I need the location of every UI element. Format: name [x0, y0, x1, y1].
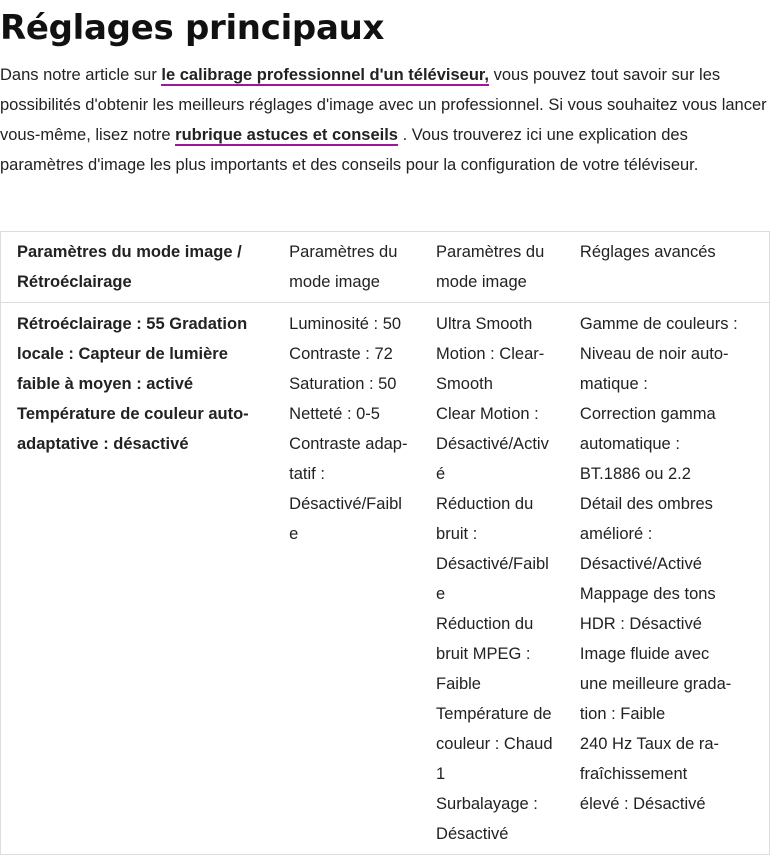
table-cell: [564, 303, 770, 855]
cell-line: Mappage des tons: [579, 585, 716, 603]
settings-table: [0, 231, 770, 855]
cell-line: Paramètres du: [436, 243, 545, 261]
cell-line: tion : Faible: [579, 705, 666, 723]
table-row: [1, 303, 770, 855]
cell-line: faible à moyen : activé: [17, 375, 194, 393]
cell-line: bruit MPEG :: [436, 645, 531, 663]
cell-line: Réduction du: [436, 615, 534, 633]
intro-text: vous pouvez tout savoir sur les possibilités d'obtenir les meilleurs réglages d'image avec un professionnel. Si vous souhaitez vous lancer vous-même, lisez notre: [0, 66, 767, 144]
cell-line: élevé : Désactivé: [579, 795, 706, 813]
cell-line: Netteté : 0-5: [289, 405, 380, 423]
cell-line: Réglages avancés: [579, 243, 716, 261]
cell-line: fraîchissement: [579, 765, 688, 783]
cell-line: Rétroéclairage : 55 Gradation: [17, 315, 248, 333]
cell-line: Paramètres du: [289, 243, 398, 261]
cell-line: Contraste adap-: [289, 435, 408, 453]
cell-line: Contraste : 72: [289, 345, 393, 363]
cell-line: Température de: [436, 705, 552, 723]
cell-line: Motion : Clear-: [436, 345, 545, 363]
cell-line: HDR : Désactivé: [579, 615, 702, 633]
cell-line: Désactivé/Faibl: [436, 555, 549, 573]
cell-line: 240 Hz Taux de ra-: [579, 735, 720, 753]
cell-line: Rétroéclairage: [17, 273, 132, 291]
cell-line: Gamme de couleurs :: [579, 315, 738, 333]
header-cell: [1, 232, 274, 303]
cell-line: Correction gamma: [579, 405, 716, 423]
cell-line: mode image: [289, 273, 380, 291]
cell-line: automatique :: [579, 435, 680, 453]
cell-line: Désactivé/Activé: [579, 555, 702, 573]
header-cell: [564, 232, 770, 303]
cell-line: Niveau de noir auto-: [579, 345, 729, 363]
table-header-row: [1, 232, 770, 303]
cell-line: matique :: [579, 375, 648, 393]
cell-line: e: [436, 585, 446, 603]
cell-line: Luminosité : 50: [289, 315, 402, 333]
intro-paragraph: [0, 60, 770, 180]
intro-text: Dans notre article sur: [0, 66, 162, 84]
cell-line: Désactivé: [436, 825, 509, 843]
table-cell: [273, 303, 420, 855]
cell-line: Paramètres du mode image /: [17, 243, 242, 261]
cell-line: Smooth: [436, 375, 493, 393]
cell-line: e: [289, 525, 299, 543]
cell-line: Surbalayage :: [436, 795, 538, 813]
cell-line: bruit :: [436, 525, 478, 543]
cell-line: Réduction du: [436, 495, 534, 513]
cell-line: couleur : Chaud: [436, 735, 553, 753]
page-title: Réglages principaux: [0, 8, 385, 48]
cell-line: é: [436, 465, 446, 483]
table-cell: [1, 303, 274, 855]
cell-line: Clear Motion :: [436, 405, 539, 423]
cell-line: amélioré :: [579, 525, 653, 543]
table-cell: [420, 303, 564, 855]
cell-line: Désactivé/Activ: [436, 435, 549, 453]
cell-line: Température de couleur auto-: [17, 405, 249, 423]
cell-line: Désactivé/Faibl: [289, 495, 402, 513]
cell-line: adaptative : désactivé: [17, 435, 189, 453]
calibration-article-link[interactable]: le calibrage professionnel d'un téléviseur,: [161, 66, 490, 84]
header-cell: [420, 232, 564, 303]
cell-line: une meilleure grada-: [579, 675, 732, 693]
cell-line: Saturation : 50: [289, 375, 397, 393]
cell-line: tatif :: [289, 465, 325, 483]
cell-line: mode image: [436, 273, 527, 291]
cell-line: Image fluide avec: [579, 645, 710, 663]
cell-line: BT.1886 ou 2.2: [579, 465, 691, 483]
cell-line: locale : Capteur de lumière: [17, 345, 228, 363]
tips-section-link[interactable]: rubrique astuces et conseils: [175, 126, 398, 144]
header-cell: [273, 232, 420, 303]
cell-line: Détail des ombres: [579, 495, 713, 513]
cell-line: Ultra Smooth: [436, 315, 533, 333]
intro-text: . Vous trouverez ici une explication des paramètres d'image les plus importants et des conseils pour la configuration de votre téléviseur.: [0, 126, 699, 174]
cell-line: 1: [436, 765, 446, 783]
cell-line: Faible: [436, 675, 481, 693]
